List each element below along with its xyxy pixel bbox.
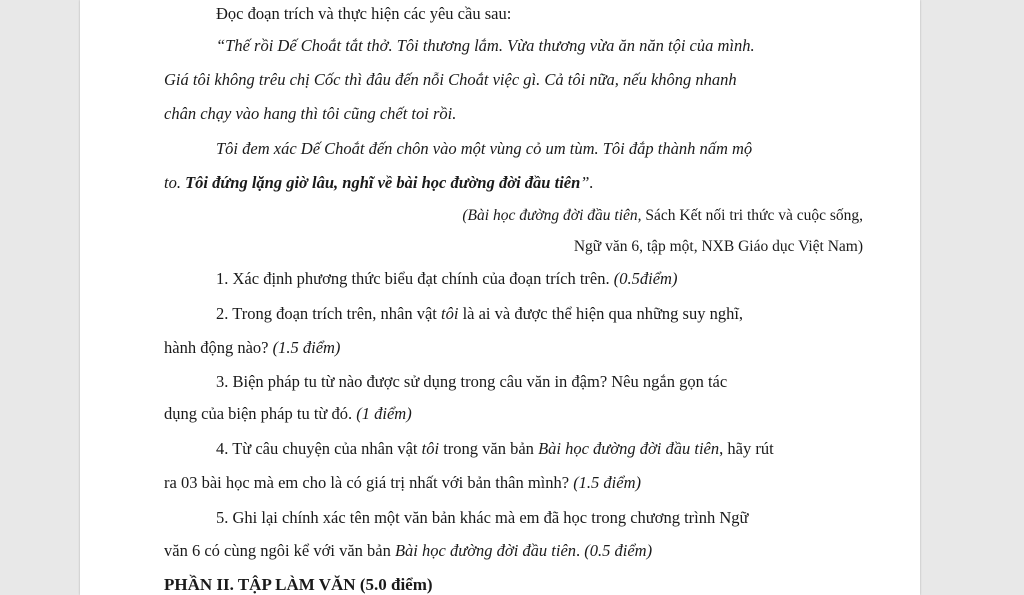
question-text: Bài học đường đời đầu tiên [538, 439, 720, 458]
excerpt-line: chân chạy vào hang thì tôi cũng chết toi rồi. [164, 104, 457, 123]
excerpt-line: Tôi đem xác Dế Choắt đến chôn vào một vùng cỏ um tùm. Tôi đắp thành nấm mộ [216, 139, 753, 158]
question-text: ra 03 bài học mà em cho là có giá trị nhất với bản thân mình? [164, 473, 574, 492]
question-text: . [576, 541, 585, 560]
excerpt-text: ”. [580, 173, 594, 192]
question-4-cont [164, 472, 641, 494]
instruction: Đọc đoạn trích và thực hiện các yêu cầu sau: [216, 4, 512, 23]
question-text: văn 6 có cùng ngôi kể với văn bản [164, 541, 395, 560]
source-title: (Bài học đường đời đầu tiên, [462, 207, 642, 224]
question-2 [216, 303, 743, 325]
source-rest: Sách Kết nối tri thức và cuộc sống, [641, 207, 863, 224]
question-points: (1 điểm) [356, 404, 412, 423]
question-text: hành động nào? [164, 338, 273, 357]
excerpt-text: to. [164, 173, 186, 192]
question-text: dụng của biện pháp tu từ đó. [164, 404, 357, 423]
source-citation [462, 205, 863, 227]
question-text: tôi [441, 304, 459, 323]
question-1 [216, 268, 677, 290]
question-text: Bài học đường đời đầu tiên [394, 541, 577, 560]
question-points: (1.5 điểm) [272, 338, 341, 357]
question-5-cont [164, 540, 652, 562]
excerpt-line: “Thế rồi Dế Choắt tắt thở. Tôi thương lắm. Vừa thương vừa ăn năn tội của mình. [216, 36, 755, 55]
question-points: (0.5điểm) [613, 269, 678, 288]
question-points: (1.5 điểm) [573, 473, 642, 492]
question-text: 1. Xác định phương thức biểu đạt chính của đoạn trích trên. [216, 269, 614, 288]
question-5: 5. Ghi lại chính xác tên một văn bản khác mà em đã học trong chương trình Ngữ [216, 508, 749, 527]
question-2-cont [164, 337, 340, 359]
question-3-cont [164, 403, 412, 425]
question-text: trong văn bản [439, 439, 539, 458]
question-points: (0.5 điểm) [584, 541, 653, 560]
question-3: 3. Biện pháp tu từ nào được sử dụng trong câu văn in đậm? Nêu ngắn gọn tác [216, 372, 728, 391]
source-citation: Ngữ văn 6, tập một, NXB Giáo dục Việt Nam) [573, 238, 863, 255]
question-text: 2. Trong đoạn trích trên, nhân vật [216, 304, 442, 323]
section-heading: PHẦN II. TẬP LÀM VĂN (5.0 điểm) [164, 575, 433, 594]
excerpt-line: Giá tôi không trêu chị Cốc thì đâu đến nỗi Choắt việc gì. Cả tôi nữa, nếu không nhanh [164, 70, 737, 89]
question-4 [216, 438, 774, 460]
question-text: tôi [421, 439, 440, 458]
excerpt-line-bold [164, 172, 594, 194]
document-page [80, 0, 920, 595]
question-text: là ai và được thể hiện qua những suy nghĩ, [458, 304, 744, 323]
question-text: , hãy rút [719, 439, 774, 458]
question-text: 4. Từ câu chuyện của nhân vật [216, 439, 422, 458]
bold-sentence: Tôi đứng lặng giờ lâu, nghĩ về bài học đường đời đầu tiên [185, 173, 581, 192]
